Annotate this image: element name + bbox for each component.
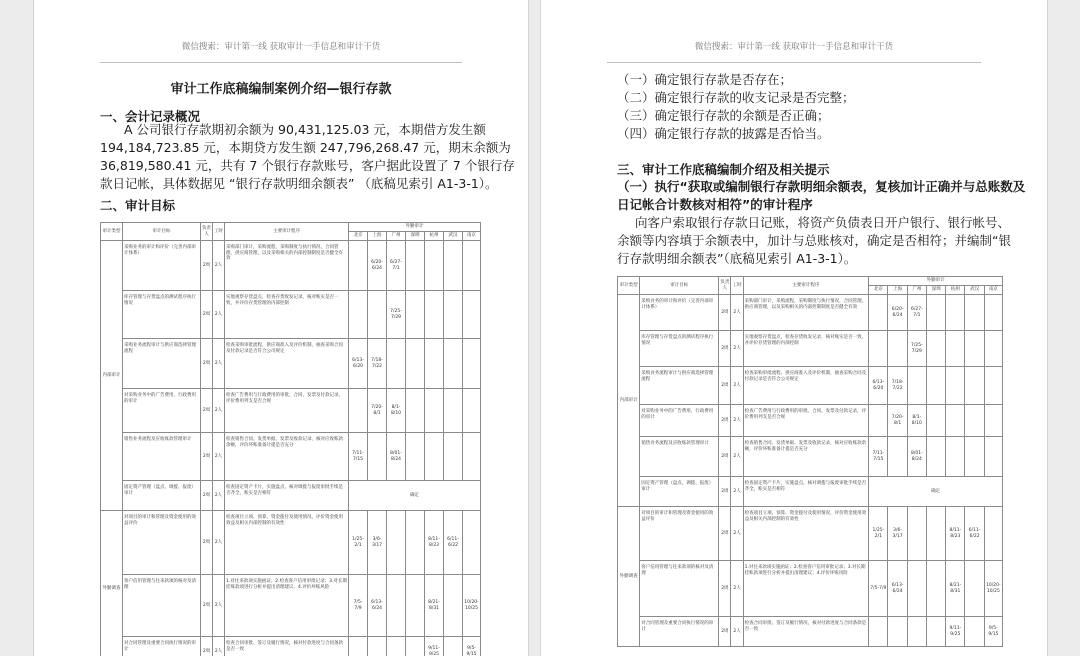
table-date-cell — [387, 575, 406, 637]
table-row — [101, 389, 481, 433]
audit-plan-table — [100, 222, 481, 656]
table-date-cell — [368, 433, 387, 481]
table-city-header: 武汉 — [444, 232, 463, 241]
table-date-cell — [463, 389, 481, 433]
table-hours-cell: 2人 — [731, 405, 743, 437]
table-date-cell: 6/11-6/22 — [965, 507, 984, 561]
table-procedure-cell: 检查固定资产卡片，实施盘点，核对调拨与报废审批手续是否齐全，账实是否相符 — [225, 481, 349, 511]
table-owner-cell: 2周 — [719, 477, 731, 507]
table-date-cell — [965, 331, 984, 367]
table-date-cell — [444, 575, 463, 637]
table-date-cell — [907, 617, 926, 647]
subheading-line: （一）执行“获取或编制银行存款明细余额表，复核加计正确并与总账数及 — [617, 179, 1026, 194]
table-date-cell: 7/5-7/9 — [349, 575, 368, 637]
table-owner-cell: 2周 — [719, 617, 731, 647]
table-city-header: 杭州 — [946, 286, 965, 295]
table-date-cell — [926, 367, 945, 405]
table-procedure-cell: 检查项目立项、预算、资金拨付及使用情况，评价资金使用效益及相关内部控制的有效性 — [743, 507, 869, 561]
table-hours-cell: 2人 — [731, 367, 743, 405]
table-date-cell — [907, 367, 926, 405]
table-procedure-cell: 检查销售合同、发货单据、发票及收款记录，核对应收账款余额，评价坏账准备计提是否充分 — [225, 433, 349, 481]
procedure-subheading — [617, 178, 1025, 214]
table-date-cell: 7/25-7/29 — [907, 331, 926, 367]
table-date-cell: 8/01-8/24 — [387, 433, 406, 481]
table-date-cell: 8/11-8/23 — [425, 511, 444, 575]
table-date-cell — [926, 295, 945, 331]
table-date-cell — [869, 405, 888, 437]
table-date-cell — [926, 561, 945, 617]
table-date-cell: 6/20-6/24 — [368, 241, 387, 291]
audit-plan-table-copy — [617, 276, 1003, 647]
table-owner-cell: 2周 — [201, 481, 213, 511]
table-owner-cell: 2周 — [719, 405, 731, 437]
table-date-cell — [869, 331, 888, 367]
table-owner-cell: 2周 — [719, 367, 731, 405]
table-procedure-cell: 检查固定资产卡片，实施盘点，核对调拨与报废审批手续是否齐全，账实是否相符 — [743, 477, 869, 507]
table-header-cell: 主要审计程序 — [743, 277, 869, 295]
table-hours-cell: 2人 — [731, 561, 743, 617]
table-procedure-cell: 检查合同审批、签订及履行情况，核对付款进度与合同条款是否一致 — [743, 617, 869, 647]
table-row — [101, 511, 481, 575]
table-date-cell — [425, 339, 444, 389]
section-heading-records: 一、会计记录概况 — [100, 109, 201, 124]
table-date-cell — [444, 637, 463, 656]
table-date-cell: 6/27-7/1 — [907, 295, 926, 331]
table-goal-cell: 固定资产管理（盘点、调拨、报废）审计 — [123, 481, 201, 511]
table-date-cell — [463, 433, 481, 481]
table-owner-cell: 2周 — [201, 389, 213, 433]
header-divider — [607, 62, 981, 63]
table-date-cell — [349, 389, 368, 433]
table-procedure-cell: 检查项目立项、预算、资金拨付及使用情况，评价资金使用效益及相关内部控制的有效性 — [225, 511, 349, 575]
table-city-header: 杭州 — [425, 232, 444, 241]
table-city-header: 深圳 — [406, 232, 425, 241]
table-header-cell: 外勤审计 — [349, 223, 481, 232]
table-date-cell: 6/11-6/22 — [444, 511, 463, 575]
table-date-cell: 7/11-7/15 — [869, 437, 888, 477]
table-hours-cell: 2人 — [213, 389, 225, 433]
document-page-right — [541, 0, 1047, 656]
table-date-cell — [444, 291, 463, 339]
table-goal-cell: 库存管理与存货盘点的测试程序执行情况 — [640, 331, 719, 367]
table-goal-cell: 库存管理与存货盘点的测试程序执行情况 — [123, 291, 201, 339]
table-date-cell — [349, 291, 368, 339]
table-date-cell — [946, 331, 965, 367]
table-header-cell: 工时 — [731, 277, 743, 295]
table-header-cell: 审计类型 — [618, 277, 640, 295]
table-group-cell: 内部审计 — [618, 295, 640, 507]
table-date-cell — [965, 617, 984, 647]
table-date-cell — [444, 433, 463, 481]
table-row — [618, 477, 1003, 507]
table-header-cell: 负责人 — [201, 223, 213, 241]
table-owner-cell: 2周 — [719, 331, 731, 367]
table-procedure-cell: 实地观察存货盘点，检查存货收发记录，核对账实是否一致，并评价存货管理的内部控制 — [225, 291, 349, 339]
table-date-cell — [926, 405, 945, 437]
table-goal-cell: 采购业务流程审计与供应商选择管理流程 — [123, 339, 201, 389]
table-owner-cell: 2周 — [201, 339, 213, 389]
table-date-cell — [965, 367, 984, 405]
table-date-cell: 8/11-8/23 — [946, 507, 965, 561]
procedure-paragraph — [617, 214, 1011, 268]
table-goal-cell: 采购业务的审计和评价（完善内部审计体系） — [123, 241, 201, 291]
table-date-cell — [387, 511, 406, 575]
table-date-cell — [406, 291, 425, 339]
table-city-header: 北京 — [869, 286, 888, 295]
table-date-cell: 6/13-6/20 — [869, 367, 888, 405]
table-goal-cell: 对采购业务中的广告费用，行政费用的审计 — [123, 389, 201, 433]
table-date-cell: 9/11-9/25 — [425, 637, 444, 656]
table-goal-cell: 对项目的审计和管理及资金使用的效益评价 — [123, 511, 201, 575]
table-date-cell — [349, 637, 368, 656]
table-goal-cell: 对项目的审计和管理及资金使用的效益评价 — [640, 507, 719, 561]
table-city-header: 广州 — [907, 286, 926, 295]
table-date-cell — [406, 575, 425, 637]
table-owner-cell: 2周 — [719, 437, 731, 477]
table-date-cell: 7/18-7/22 — [888, 367, 907, 405]
section-heading-workpaper: 三、审计工作底稿编制介绍及相关提示 — [617, 162, 830, 177]
table-date-cell — [907, 507, 926, 561]
table-row — [618, 295, 1003, 331]
table-procedure-cell: 实地观察存货盘点，检查存货收发记录，核对账实是否一致，并评价存货管理的内部控制 — [743, 331, 869, 367]
table-date-cell: 7/18-7/22 — [368, 339, 387, 389]
table-row — [101, 433, 481, 481]
table-date-cell — [965, 437, 984, 477]
table-hours-cell: 2人 — [213, 481, 225, 511]
table-hours-cell: 2人 — [213, 241, 225, 291]
table-row — [101, 291, 481, 339]
table-date-cell — [984, 295, 1002, 331]
table-date-cell: 3/6-3/17 — [368, 511, 387, 575]
table-goal-cell: 固定资产管理（盘点、调拨、报废）审计 — [640, 477, 719, 507]
document-page-left — [34, 0, 528, 656]
table-date-cell — [444, 241, 463, 291]
table-procedure-cell: 采购部门审计，采购流程，采购制度与执行情况，合同管理，供应商管理，以及采购相关的内部控制制度是否健全有效 — [225, 241, 349, 291]
table-date-cell: 9/5-9/15 — [463, 637, 481, 656]
table-owner-cell: 2周 — [201, 637, 213, 656]
table-hours-cell: 2人 — [213, 339, 225, 389]
table-date-cell: 6/27-7/1 — [387, 241, 406, 291]
paragraph-line: 款日记帐，具体数据见 “银行存款明细余额表” （底稿见索引 A1-3-1）。 — [100, 176, 498, 191]
table-goal-cell: 销售业务流程及应收账款管理审计 — [123, 433, 201, 481]
table-goal-cell: 对合同管理及重要合同执行情况的审计 — [123, 637, 201, 656]
table-date-cell: 7/20-8/1 — [368, 389, 387, 433]
table-date-cell — [425, 433, 444, 481]
objective-item: （三）确定银行存款的余额是否正确； — [617, 108, 830, 123]
table-city-header: 深圳 — [926, 286, 945, 295]
objective-item: （二）确定银行存款的收支记录是否完整； — [617, 90, 855, 105]
table-owner-cell: 2周 — [201, 241, 213, 291]
table-date-cell — [406, 637, 425, 656]
table-city-header: 南京 — [984, 286, 1002, 295]
table-date-cell — [926, 507, 945, 561]
table-date-cell — [406, 339, 425, 389]
table-date-cell — [368, 637, 387, 656]
table-owner-cell: 2周 — [201, 575, 213, 637]
table-date-cell: 7/25-7/29 — [387, 291, 406, 339]
table-hours-cell: 2人 — [731, 477, 743, 507]
table-group-cell: 外勤调查 — [618, 507, 640, 647]
records-paragraph — [100, 121, 515, 193]
table-header-cell: 外勤审计 — [869, 277, 1003, 286]
table-date-cell — [406, 433, 425, 481]
table-procedure-cell: 检查广告费用与行政费用的审批、合同、发票及付款记录，评价费用列支是否合规 — [225, 389, 349, 433]
table-date-cell — [984, 331, 1002, 367]
table-row — [618, 617, 1003, 647]
table-date-cell — [926, 331, 945, 367]
table-goal-cell: 客户信用管理与往来款项的核对及清理 — [123, 575, 201, 637]
table-date-cell — [406, 389, 425, 433]
table-date-cell: 6/13-6/24 — [888, 561, 907, 617]
table-goal-cell: 采购业务流程审计与供应商选择管理流程 — [640, 367, 719, 405]
section-heading-objectives: 二、审计目标 — [100, 198, 176, 213]
table-date-cell — [387, 637, 406, 656]
table-procedure-cell: 检查采购审批流程、供应商准入及评价机制，抽查采购合同及付款记录是否符合公司规定 — [225, 339, 349, 389]
table-date-cell: 1/25-2/1 — [349, 511, 368, 575]
table-procedure-cell: 1.对往来款项实施函证；2.检查客户信用审批记录；3.对长期挂账款项进行分析并提出清理建议；4.评价坏账风险 — [225, 575, 349, 637]
table-date-cell: 6/13-6/24 — [368, 575, 387, 637]
table-date-cell — [926, 437, 945, 477]
table-row — [101, 339, 481, 389]
table-date-cell — [946, 405, 965, 437]
table-row — [618, 405, 1003, 437]
table-date-cell: 1/25-2/1 — [869, 507, 888, 561]
table-date-cell — [946, 437, 965, 477]
table-date-cell — [946, 367, 965, 405]
table-date-cell — [425, 389, 444, 433]
table-date-cell: 9/5-9/15 — [984, 617, 1002, 647]
table-row — [101, 481, 481, 511]
table-date-cell — [463, 511, 481, 575]
table-date-cell — [984, 437, 1002, 477]
table-hours-cell: 2人 — [731, 507, 743, 561]
table-city-header: 北京 — [349, 232, 368, 241]
table-date-cell — [926, 617, 945, 647]
table-procedure-cell: 检查销售合同、发货单据、发票及收款记录，核对应收账款余额，评价坏账准备计提是否充分 — [743, 437, 869, 477]
table-date-cell — [965, 561, 984, 617]
table-date-cell — [965, 295, 984, 331]
table-procedure-cell: 检查合同审批、签订及履行情况，核对付款进度与合同条款是否一致 — [225, 637, 349, 656]
table-date-cell — [463, 291, 481, 339]
table-group-cell: 外勤调查 — [101, 511, 123, 656]
table-row — [101, 637, 481, 656]
table-hours-cell: 2人 — [213, 511, 225, 575]
table-city-header: 南京 — [463, 232, 481, 241]
table-goal-cell: 对合同管理及重要合同执行情况的审计 — [640, 617, 719, 647]
table-date-cell — [444, 389, 463, 433]
table-hours-cell: 2人 — [213, 575, 225, 637]
table-date-cell — [984, 367, 1002, 405]
table-date-cell — [946, 295, 965, 331]
table-date-cell: 10/20-10/25 — [984, 561, 1002, 617]
paragraph-line: 向客户索取银行存款日记账，将资产负债表日开户银行、银行帐号、 — [635, 215, 1011, 230]
paragraph-line: A 公司银行存款期初余额为 90,431,125.03 元，本期借方发生额 — [124, 122, 486, 137]
table-date-cell: 6/13-6/20 — [349, 339, 368, 389]
table-date-cell — [888, 437, 907, 477]
table-date-cell: 7/20-8/1 — [888, 405, 907, 437]
table-owner-cell: 2周 — [201, 291, 213, 339]
table-date-cell — [444, 339, 463, 389]
table-date-cell: 7/5-7/9 — [869, 561, 888, 617]
table-goal-cell: 销售业务流程及应收账款管理审计 — [640, 437, 719, 477]
table-hours-cell: 2人 — [731, 295, 743, 331]
objective-item: （一）确定银行存款是否存在； — [617, 72, 793, 87]
table-date-cell — [463, 339, 481, 389]
table-date-cell — [387, 339, 406, 389]
subheading-line: 日记帐合计数核对相符”的审计程序 — [617, 197, 813, 212]
table-date-cell: 确定 — [869, 477, 1003, 507]
page-header: 微信搜索：审计第一线 获取审计一手信息和审计干货 — [181, 42, 381, 52]
table-date-cell: 8/1-8/10 — [907, 405, 926, 437]
table-procedure-cell: 1.对往来款项实施函证；2.检查客户信用审批记录；3.对长期挂账款项进行分析并提出清理建议；4.评价坏账风险 — [743, 561, 869, 617]
table-goal-cell: 采购业务的审计和评价（完善内部审计体系） — [640, 295, 719, 331]
table-date-cell — [425, 291, 444, 339]
table-row — [101, 575, 481, 637]
table-city-header: 广州 — [387, 232, 406, 241]
table-date-cell — [907, 561, 926, 617]
table-city-header: 上海 — [888, 286, 907, 295]
page-header: 微信搜索：审计第一线 获取审计一手信息和审计干货 — [694, 42, 894, 52]
table-procedure-cell: 检查广告费用与行政费用的审批、合同、发票及付款记录，评价费用列支是否合规 — [743, 405, 869, 437]
table-procedure-cell: 检查采购审批流程、供应商准入及评价机制，抽查采购合同及付款记录是否符合公司规定 — [743, 367, 869, 405]
table-date-cell — [368, 291, 387, 339]
objective-item: （四）确定银行存款的披露是否恰当。 — [617, 126, 830, 141]
table-owner-cell: 2周 — [719, 507, 731, 561]
table-date-cell — [349, 241, 368, 291]
table-date-cell: 10/20-10/25 — [463, 575, 481, 637]
table-date-cell — [406, 241, 425, 291]
table-header-cell: 审计目标 — [640, 277, 719, 295]
table-date-cell — [888, 331, 907, 367]
table-row — [101, 241, 481, 291]
table-row — [618, 437, 1003, 477]
table-city-header: 上海 — [368, 232, 387, 241]
table-date-cell: 6/20-6/24 — [888, 295, 907, 331]
table-hours-cell: 2人 — [731, 617, 743, 647]
table-hours-cell: 2人 — [213, 433, 225, 481]
table-date-cell: 3/6-3/17 — [888, 507, 907, 561]
table-owner-cell: 2周 — [201, 433, 213, 481]
table-owner-cell: 2周 — [719, 295, 731, 331]
table-date-cell — [888, 617, 907, 647]
table-date-cell — [984, 405, 1002, 437]
table-date-cell — [406, 511, 425, 575]
table-city-header: 武汉 — [965, 286, 984, 295]
table-date-cell: 8/01-8/24 — [907, 437, 926, 477]
table-date-cell: 7/11-7/15 — [349, 433, 368, 481]
table-row — [618, 367, 1003, 405]
paragraph-line: 行存款明细余额表”（底稿见索引 A1-3-1）。 — [617, 251, 857, 266]
table-hours-cell: 2人 — [731, 437, 743, 477]
table-procedure-cell: 采购部门审计，采购流程，采购制度与执行情况，合同管理，供应商管理，以及采购相关的内部控制制度是否健全有效 — [743, 295, 869, 331]
table-hours-cell: 2人 — [213, 637, 225, 656]
table-date-cell — [869, 295, 888, 331]
table-date-cell — [425, 241, 444, 291]
table-row — [618, 561, 1003, 617]
table-owner-cell: 2周 — [201, 511, 213, 575]
table-header-cell: 审计类型 — [101, 223, 123, 241]
table-date-cell — [463, 241, 481, 291]
paragraph-line: 余额等内容填于余额表中，加计与总账核对，确定是否相符；并编制“银 — [617, 233, 1011, 248]
table-date-cell — [984, 507, 1002, 561]
table-hours-cell: 2人 — [213, 291, 225, 339]
table-header-cell: 主要审计程序 — [225, 223, 349, 241]
document-title: 审计工作底稿编制案例介绍—银行存款 — [170, 82, 392, 97]
table-header-cell: 审计目标 — [123, 223, 201, 241]
table-date-cell: 确定 — [349, 481, 481, 511]
table-owner-cell: 2周 — [719, 561, 731, 617]
table-row — [618, 507, 1003, 561]
table-group-cell: 内部审计 — [101, 241, 123, 511]
table-date-cell: 9/11-9/25 — [946, 617, 965, 647]
table-goal-cell: 客户信用管理与往来款项的核对及清理 — [640, 561, 719, 617]
paragraph-line: 36,819,580.41 元，共有 7 个银行存款账号，客户据此设置了 7 个银行存 — [100, 158, 515, 173]
table-goal-cell: 对采购业务中的广告费用，行政费用的审计 — [640, 405, 719, 437]
table-hours-cell: 2人 — [731, 331, 743, 367]
table-date-cell: 8/1-8/10 — [387, 389, 406, 433]
header-divider — [100, 62, 462, 63]
table-date-cell: 8/21-8/31 — [425, 575, 444, 637]
table-row — [618, 331, 1003, 367]
table-header-cell: 负责人 — [719, 277, 731, 295]
table-date-cell — [965, 405, 984, 437]
table-date-cell — [869, 617, 888, 647]
paragraph-line: 194,184,723.85 元，本期贷方发生额 247,796,268.47 元，期末余额为 — [100, 140, 511, 155]
table-header-cell: 工时 — [213, 223, 225, 241]
table-date-cell: 8/21-8/31 — [946, 561, 965, 617]
